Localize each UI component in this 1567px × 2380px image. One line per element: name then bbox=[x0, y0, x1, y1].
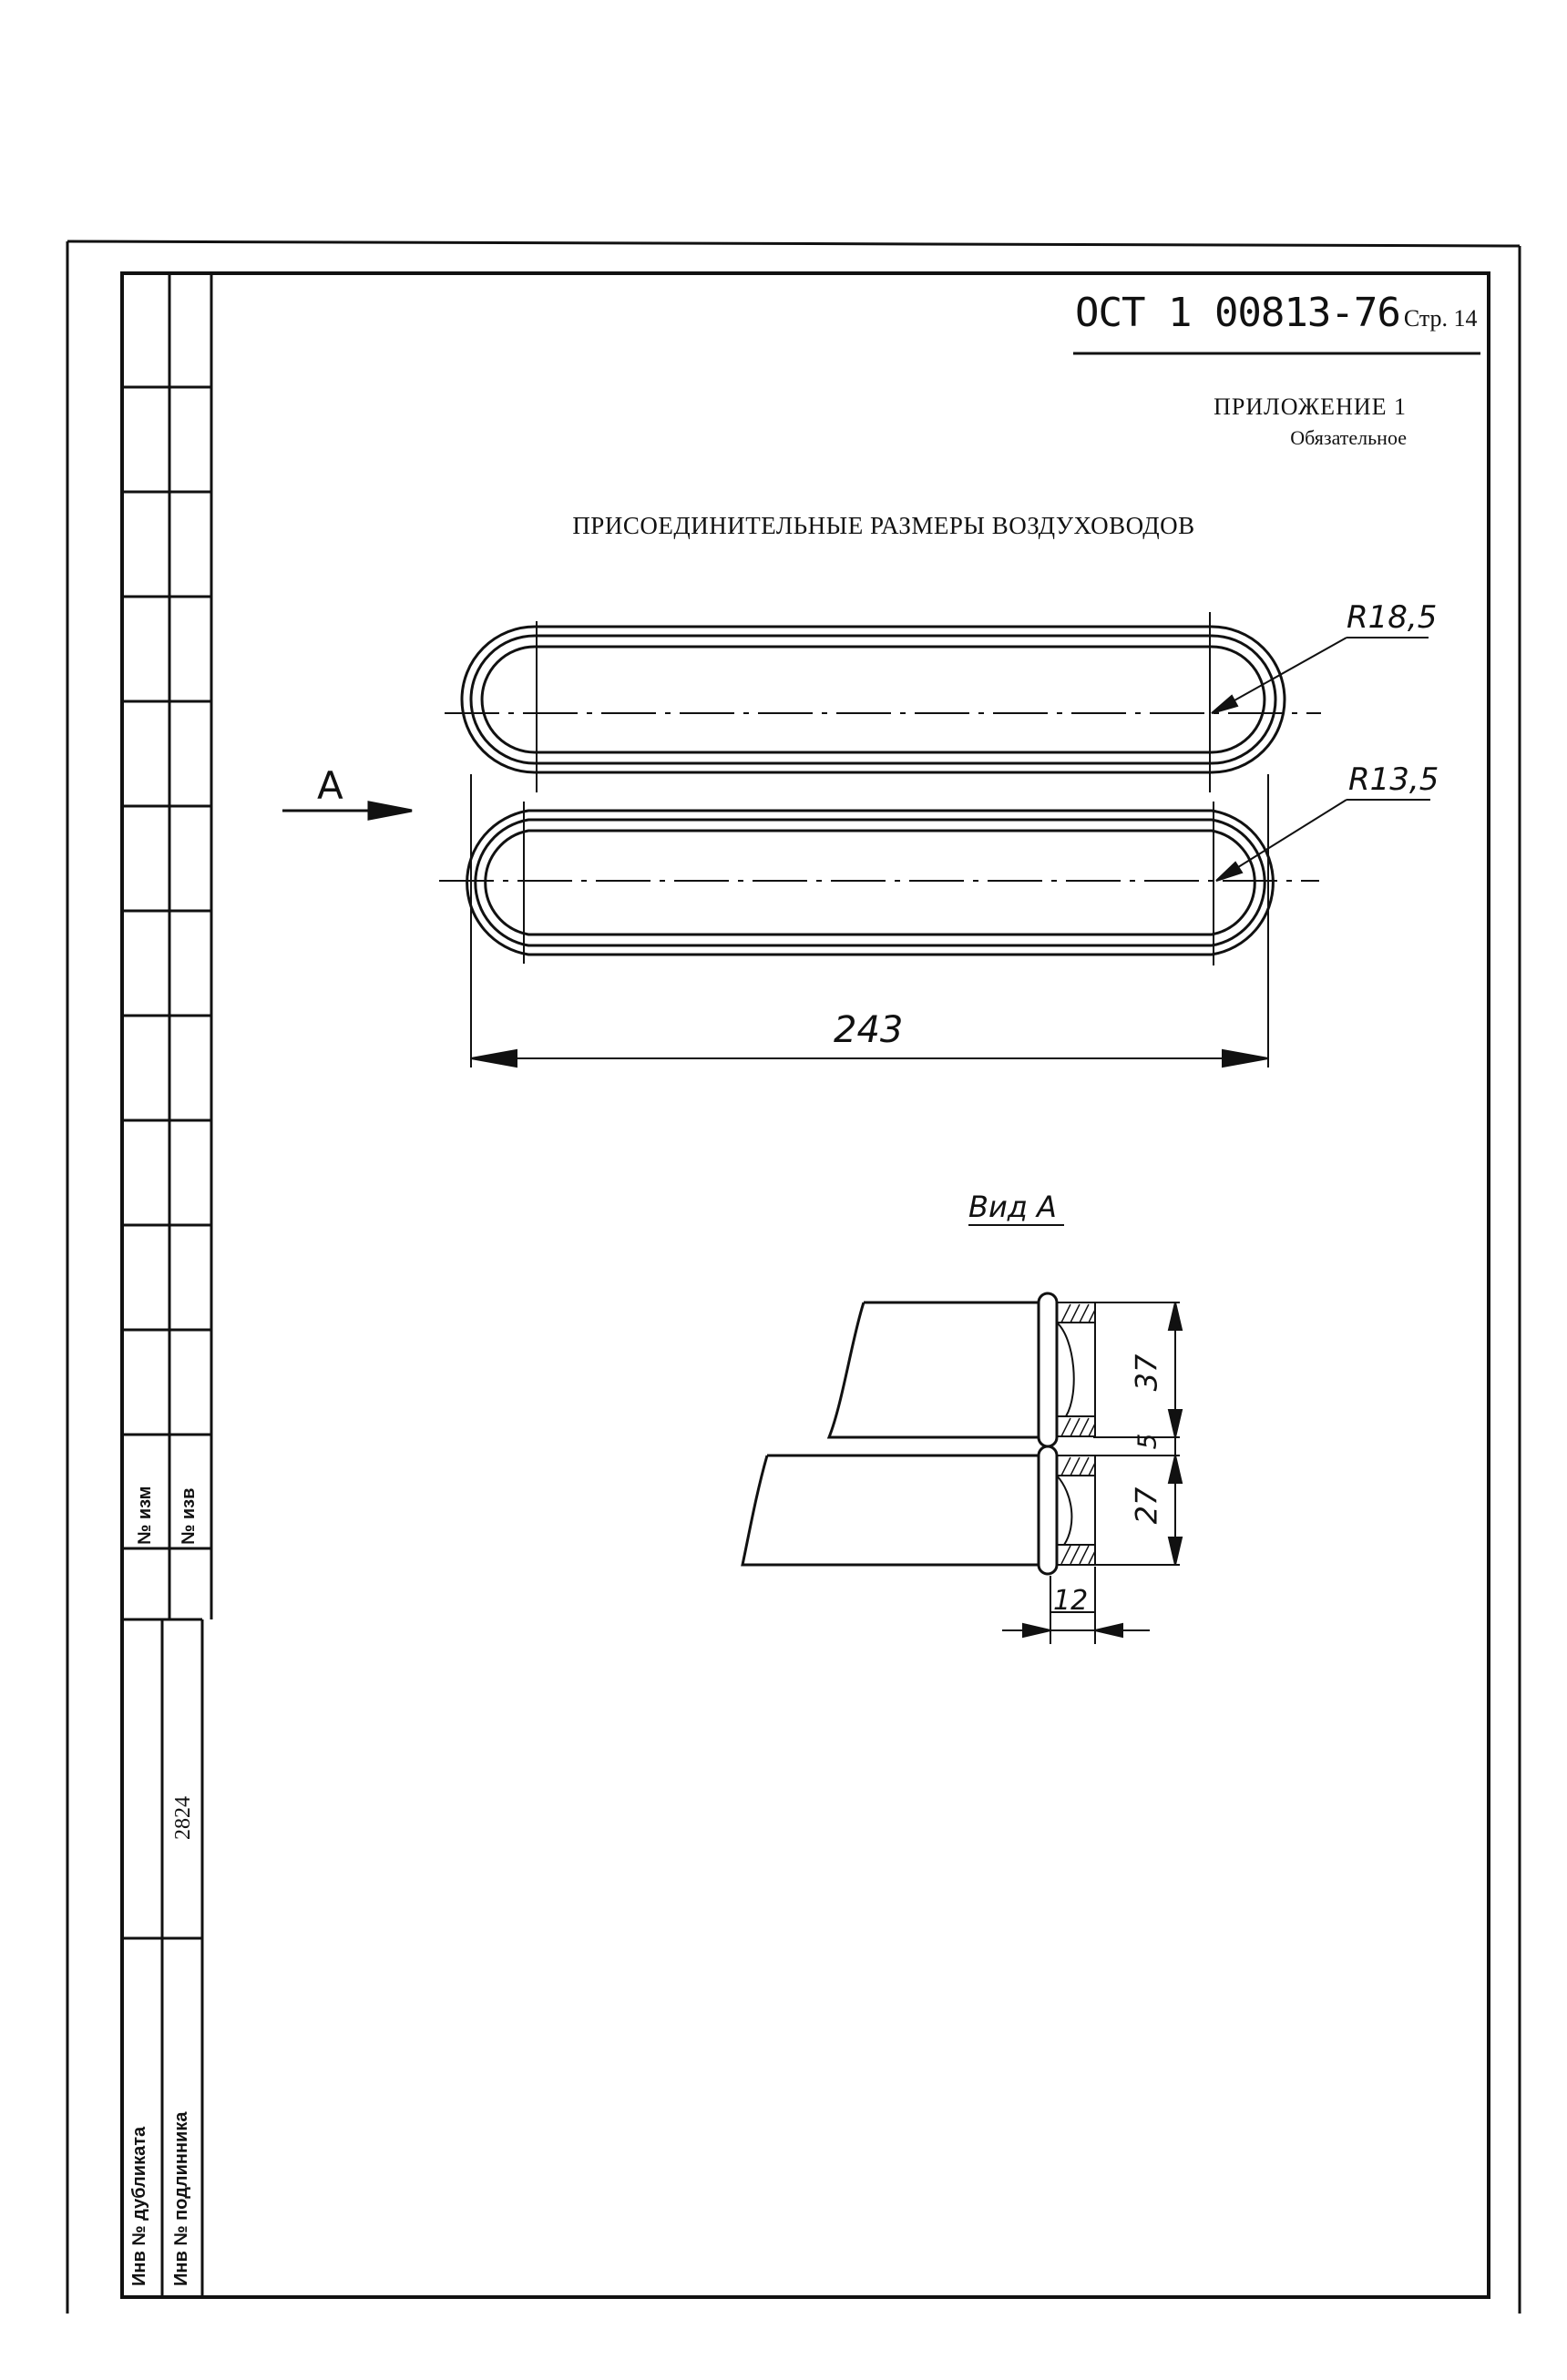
page-frame bbox=[67, 241, 1520, 2314]
original-inventory-number: 2824 bbox=[171, 1796, 195, 1840]
view-a-vertical-dims bbox=[1169, 1302, 1182, 1565]
flange-width-label: 12 bbox=[1053, 1585, 1089, 1617]
standard-code bbox=[1075, 290, 1485, 336]
duct-oval-top bbox=[462, 612, 1285, 792]
page-number: Стр. 14 bbox=[1403, 305, 1478, 332]
view-a-upper-duct bbox=[829, 1293, 1180, 1446]
revision-grid bbox=[122, 273, 211, 1619]
duct-oval-bottom bbox=[467, 802, 1274, 965]
view-arrow-a bbox=[282, 802, 412, 819]
arrow-label-a: А bbox=[317, 763, 343, 808]
radius-leaders bbox=[1212, 638, 1430, 881]
notice-no-label: № изв bbox=[179, 1487, 199, 1545]
change-no-label: № изм bbox=[135, 1486, 155, 1545]
hatching-lower bbox=[1061, 1457, 1095, 1564]
drawing-title: ПРИСОЕДИНИТЕЛЬНЫЕ РАЗМЕРЫ ВОЗДУХОВОДОВ bbox=[572, 512, 1195, 539]
gap-label: 5 bbox=[1132, 1433, 1162, 1450]
standard-code-text: ОСТ 1 00813-76 bbox=[1075, 290, 1400, 336]
length-label: 243 bbox=[834, 1009, 904, 1051]
appendix-title: ПРИЛОЖЕНИЕ 1 bbox=[1214, 393, 1407, 420]
original-inventory-label: Инв № подлинника bbox=[171, 2111, 191, 2286]
duplicate-inventory-label: Инв № дубликата bbox=[129, 2126, 149, 2286]
radius-inner-label: R13,5 bbox=[1348, 761, 1439, 798]
view-a-label: Вид А bbox=[968, 1190, 1057, 1224]
height-top-label: 37 bbox=[1129, 1353, 1164, 1392]
height-bottom-label: 27 bbox=[1129, 1486, 1164, 1525]
radius-outer-label: R18,5 bbox=[1347, 599, 1438, 636]
appendix-status: Обязательное bbox=[1290, 426, 1407, 449]
view-a-lower-duct bbox=[743, 1446, 1180, 1574]
